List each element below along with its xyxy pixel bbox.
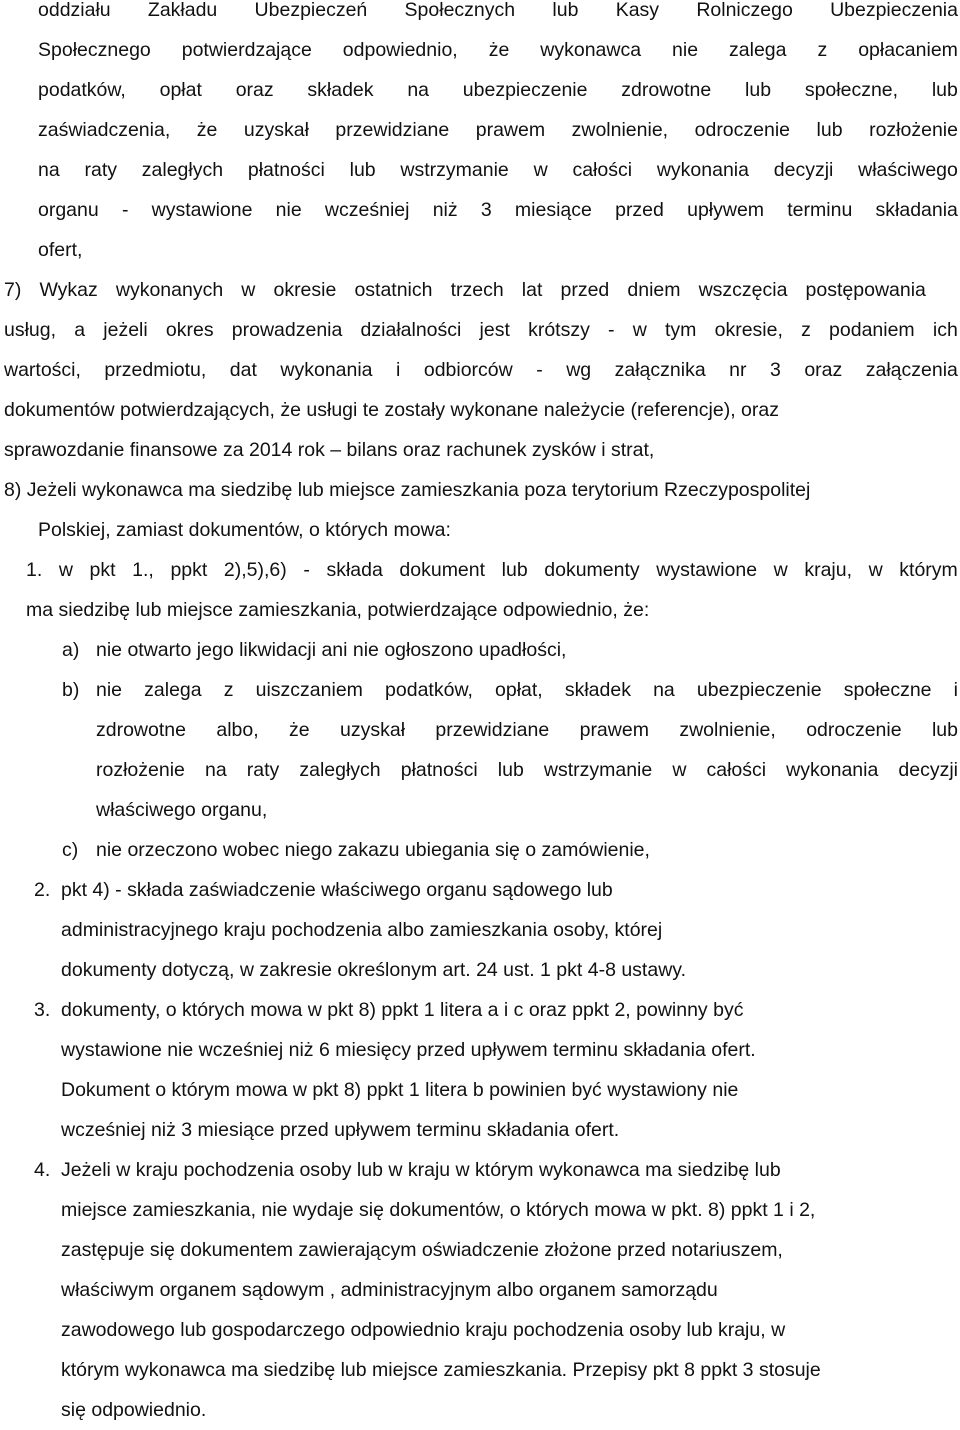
word: rozłożenie: [869, 119, 958, 141]
word: na: [204, 759, 227, 781]
word: lub: [552, 0, 579, 21]
word: tym: [665, 319, 697, 341]
numbered-3-line-1: dokumenty, o których mowa w pkt 8) ppkt 1 litera a i c oraz ppkt 2, powinny być: [61, 999, 744, 1021]
word: na: [407, 79, 430, 101]
word: Rolniczego: [696, 0, 793, 21]
intro-line-5: [38, 150, 958, 190]
letter-label: b): [62, 679, 80, 701]
word: zdrowotne: [96, 719, 186, 741]
word: pkt: [89, 559, 116, 581]
word: przewidziane: [435, 719, 550, 741]
word: -: [536, 359, 543, 381]
word: potwierdzające: [181, 39, 312, 61]
word: niż: [432, 199, 458, 221]
numbered-4-line-6: którym wykonawca ma siedzibę lub miejsce zamieszkania. Przepisy pkt 8 ppkt 3 stosuje: [61, 1359, 821, 1381]
word: -: [303, 559, 310, 581]
numbered-4-line-4: właściwym organem sądowym , administracyjnym albo organem samorządu: [61, 1279, 718, 1301]
word: 1.,: [132, 559, 154, 581]
word: raty: [84, 159, 117, 181]
word: odbiorców: [423, 359, 513, 381]
word: postępowania: [805, 279, 926, 301]
word: wykonania: [280, 359, 373, 381]
word: lub: [349, 159, 376, 181]
word: przewidziane: [335, 119, 450, 141]
intro-line-7: ofert,: [38, 239, 83, 261]
word: którym: [899, 559, 958, 581]
letter-b-line-4: właściwego organu,: [96, 799, 268, 821]
word: upływem: [687, 199, 765, 221]
word: w: [632, 319, 647, 341]
word: płatności: [400, 759, 478, 781]
word: -: [121, 199, 129, 221]
intro-line-3: [38, 70, 958, 110]
sub-item-1-line-1: [26, 550, 958, 590]
numbered-4-line-2: miejsce zamieszkania, nie wydaje się dokumentów, o których mowa w pkt. 8) ppkt 1 i 2,: [61, 1199, 816, 1221]
word: lub: [931, 79, 958, 101]
word: organu: [38, 199, 99, 221]
word: Zakładu: [147, 0, 218, 21]
word: całości: [572, 159, 633, 181]
word: Ubezpieczeń: [254, 0, 368, 21]
word: podatków,: [38, 79, 126, 101]
word: w: [672, 759, 687, 781]
item-7-line-5: sprawozdanie finansowe za 2014 rok – bilans oraz rachunek zysków i strat,: [4, 439, 655, 461]
word: 3: [480, 199, 492, 221]
word: społeczne,: [804, 79, 899, 101]
word: a: [74, 319, 86, 341]
word: ostatnich: [354, 279, 433, 301]
word: zalega: [729, 39, 787, 61]
word: nie: [275, 199, 302, 221]
word: przedmiotu,: [104, 359, 207, 381]
word: w: [868, 559, 883, 581]
word: prawem: [475, 119, 546, 141]
word: nr: [729, 359, 747, 381]
word: i: [396, 359, 401, 381]
word: ppkt: [170, 559, 208, 581]
word: prawem: [579, 719, 649, 741]
letter-label: a): [62, 639, 80, 661]
letter-c-line-1: nie orzeczono wobec niego zakazu ubiegania się o zamówienie,: [96, 839, 650, 861]
word: ubezpieczenie: [696, 679, 822, 701]
word: uzyskał: [340, 719, 406, 741]
word: uiszczaniem: [255, 679, 363, 701]
word: lub: [501, 559, 528, 581]
word: odroczenie: [694, 119, 791, 141]
item-7-line-1: [4, 270, 926, 310]
intro-line-1: [38, 0, 958, 30]
word: odpowiednio,: [342, 39, 458, 61]
numbered-4-line-5: zawodowego lub gospodarczego odpowiednio kraju pochodzenia osoby lub kraju, w: [61, 1319, 786, 1341]
word: w: [241, 279, 256, 301]
word: odroczenie: [806, 719, 902, 741]
word: wszczęcia: [698, 279, 788, 301]
numbered-2-line-1: pkt 4) - składa zaświadczenie właściwego organu sądowego lub: [61, 879, 613, 901]
word: Kasy: [615, 0, 660, 21]
word: usług,: [4, 319, 57, 341]
word: składania: [875, 199, 958, 221]
word: wcześniej: [324, 199, 410, 221]
word: opłat: [159, 79, 202, 101]
word: z: [223, 679, 234, 701]
numbered-2-line-2: administracyjnego kraju pochodzenia albo zamieszkania osoby, której: [61, 919, 663, 941]
word: z: [801, 319, 811, 341]
word: okresie,: [714, 319, 783, 341]
word: płatności: [247, 159, 325, 181]
word: zaświadczenia,: [38, 119, 171, 141]
word: opłacaniem: [858, 39, 958, 61]
letter-a-line-1: nie otwarto jego likwidacji ani nie ogłoszono upadłości,: [96, 639, 567, 661]
word: opłat,: [495, 679, 543, 701]
word: wykonania: [786, 759, 879, 781]
letter-label: c): [62, 839, 79, 861]
word: wg: [566, 359, 592, 381]
word: wykonawca: [540, 39, 642, 61]
item-7-line-3: [4, 350, 958, 390]
word: zaległych: [141, 159, 224, 181]
word: wstrzymanie: [400, 159, 509, 181]
word: całości: [706, 759, 767, 781]
numbered-label: 2.: [34, 879, 51, 901]
word: na: [653, 679, 675, 701]
intro-line-4: [38, 110, 958, 150]
word: nie: [96, 679, 123, 701]
word: składek: [564, 679, 631, 701]
word: oraz: [235, 79, 274, 101]
word: kraju,: [804, 559, 853, 581]
word: i: [953, 679, 958, 701]
word: jest: [479, 319, 510, 341]
word: zaległych: [299, 759, 381, 781]
word: wykonania: [656, 159, 749, 181]
word: trzech: [450, 279, 504, 301]
word: 7): [4, 279, 22, 301]
word: dokumenty: [544, 559, 640, 581]
word: wstrzymanie: [543, 759, 653, 781]
word: -: [608, 319, 615, 341]
intro-line-6: [38, 190, 958, 230]
word: wykonanych: [115, 279, 224, 301]
word: decyzji: [773, 159, 834, 181]
word: krótszy: [528, 319, 590, 341]
word: uzyskał: [243, 119, 309, 141]
word: rozłożenie: [96, 759, 185, 781]
word: przed: [560, 279, 610, 301]
word: oddziału: [38, 0, 111, 21]
word: Społecznego: [38, 39, 151, 61]
word: albo,: [216, 719, 259, 741]
word: że: [488, 39, 510, 61]
numbered-4-line-1: Jeżeli w kraju pochodzenia osoby lub w kraju w którym wykonawca ma siedzibę lub: [61, 1159, 781, 1181]
word: ich: [932, 319, 958, 341]
word: lub: [745, 79, 772, 101]
numbered-3-line-2: wystawione nie wcześniej niż 6 miesięcy przed upływem terminu składania ofert.: [61, 1039, 756, 1061]
word: w: [533, 159, 548, 181]
word: zwolnienie,: [679, 719, 776, 741]
word: Społecznych: [404, 0, 516, 21]
numbered-label: 4.: [34, 1159, 51, 1181]
word: oraz: [804, 359, 843, 381]
word: Ubezpieczenia: [830, 0, 958, 21]
word: dniem: [627, 279, 681, 301]
word: Wykaz: [39, 279, 98, 301]
word: okresie: [273, 279, 337, 301]
numbered-3-line-4: wcześniej niż 3 miesiące przed upływem terminu składania ofert.: [61, 1119, 620, 1141]
word: 2),5),6): [223, 559, 287, 581]
item-7-line-4: dokumentów potwierdzających, że usługi te zostały wykonane należycie (referencje), oraz: [4, 399, 779, 421]
word: miesiące: [514, 199, 592, 221]
word: na: [38, 159, 60, 181]
word: składa: [326, 559, 383, 581]
word: prowadzenia: [231, 319, 343, 341]
word: społeczne: [843, 679, 932, 701]
word: przed: [615, 199, 664, 221]
item-8-line-1: 8) Jeżeli wykonawca ma siedzibę lub miejsce zamieszkania poza terytorium Rzeczypospolitej: [4, 479, 811, 501]
word: dokument: [399, 559, 486, 581]
word: decyzji: [898, 759, 958, 781]
letter-b-line-2: [96, 710, 958, 750]
letter-b-line-1: [96, 670, 958, 710]
word: właściwego: [858, 159, 958, 181]
word: okres: [165, 319, 214, 341]
item-7-line-2: [4, 310, 958, 350]
word: 1.: [26, 559, 43, 581]
word: lat: [521, 279, 543, 301]
word: ubezpieczenie: [462, 79, 588, 101]
word: wartości,: [4, 359, 81, 381]
word: wystawione: [656, 559, 758, 581]
word: że: [196, 119, 218, 141]
word: załącznika: [614, 359, 706, 381]
word: terminu: [787, 199, 853, 221]
word: działalności: [360, 319, 462, 341]
word: że: [289, 719, 310, 741]
word: zalega: [144, 679, 202, 701]
sub-item-1-line-2: ma siedzibę lub miejsce zamieszkania, potwierdzające odpowiednio, że:: [26, 599, 650, 621]
numbered-label: 3.: [34, 999, 51, 1021]
intro-line-2: [38, 30, 958, 70]
word: podatków,: [385, 679, 473, 701]
word: zwolnienie,: [571, 119, 669, 141]
word: z: [817, 39, 828, 61]
word: lub: [816, 119, 843, 141]
word: raty: [246, 759, 280, 781]
word: lub: [497, 759, 524, 781]
item-8-line-2: Polskiej, zamiast dokumentów, o których mowa:: [38, 519, 451, 541]
numbered-3-line-3: Dokument o którym mowa w pkt 8) ppkt 1 litera b powinien być wystawiony nie: [61, 1079, 739, 1101]
word: nie: [672, 39, 699, 61]
word: dat: [229, 359, 257, 381]
word: załączenia: [865, 359, 958, 381]
word: składek: [307, 79, 374, 101]
numbered-4-line-3: zastępuje się dokumentem zawierającym oświadczenie złożone przed notariuszem,: [61, 1239, 783, 1261]
word: zdrowotne: [621, 79, 712, 101]
word: w: [58, 559, 73, 581]
word: lub: [931, 719, 958, 741]
numbered-2-line-3: dokumenty dotyczą, w zakresie określonym art. 24 ust. 1 pkt 4-8 ustawy.: [61, 959, 686, 981]
word: podaniem: [829, 319, 915, 341]
word: w: [773, 559, 788, 581]
word: jeżeli: [103, 319, 148, 341]
letter-b-line-3: [96, 750, 958, 790]
word: wystawione: [151, 199, 253, 221]
numbered-4-line-7: się odpowiednio.: [61, 1399, 207, 1421]
word: 3: [769, 359, 781, 381]
